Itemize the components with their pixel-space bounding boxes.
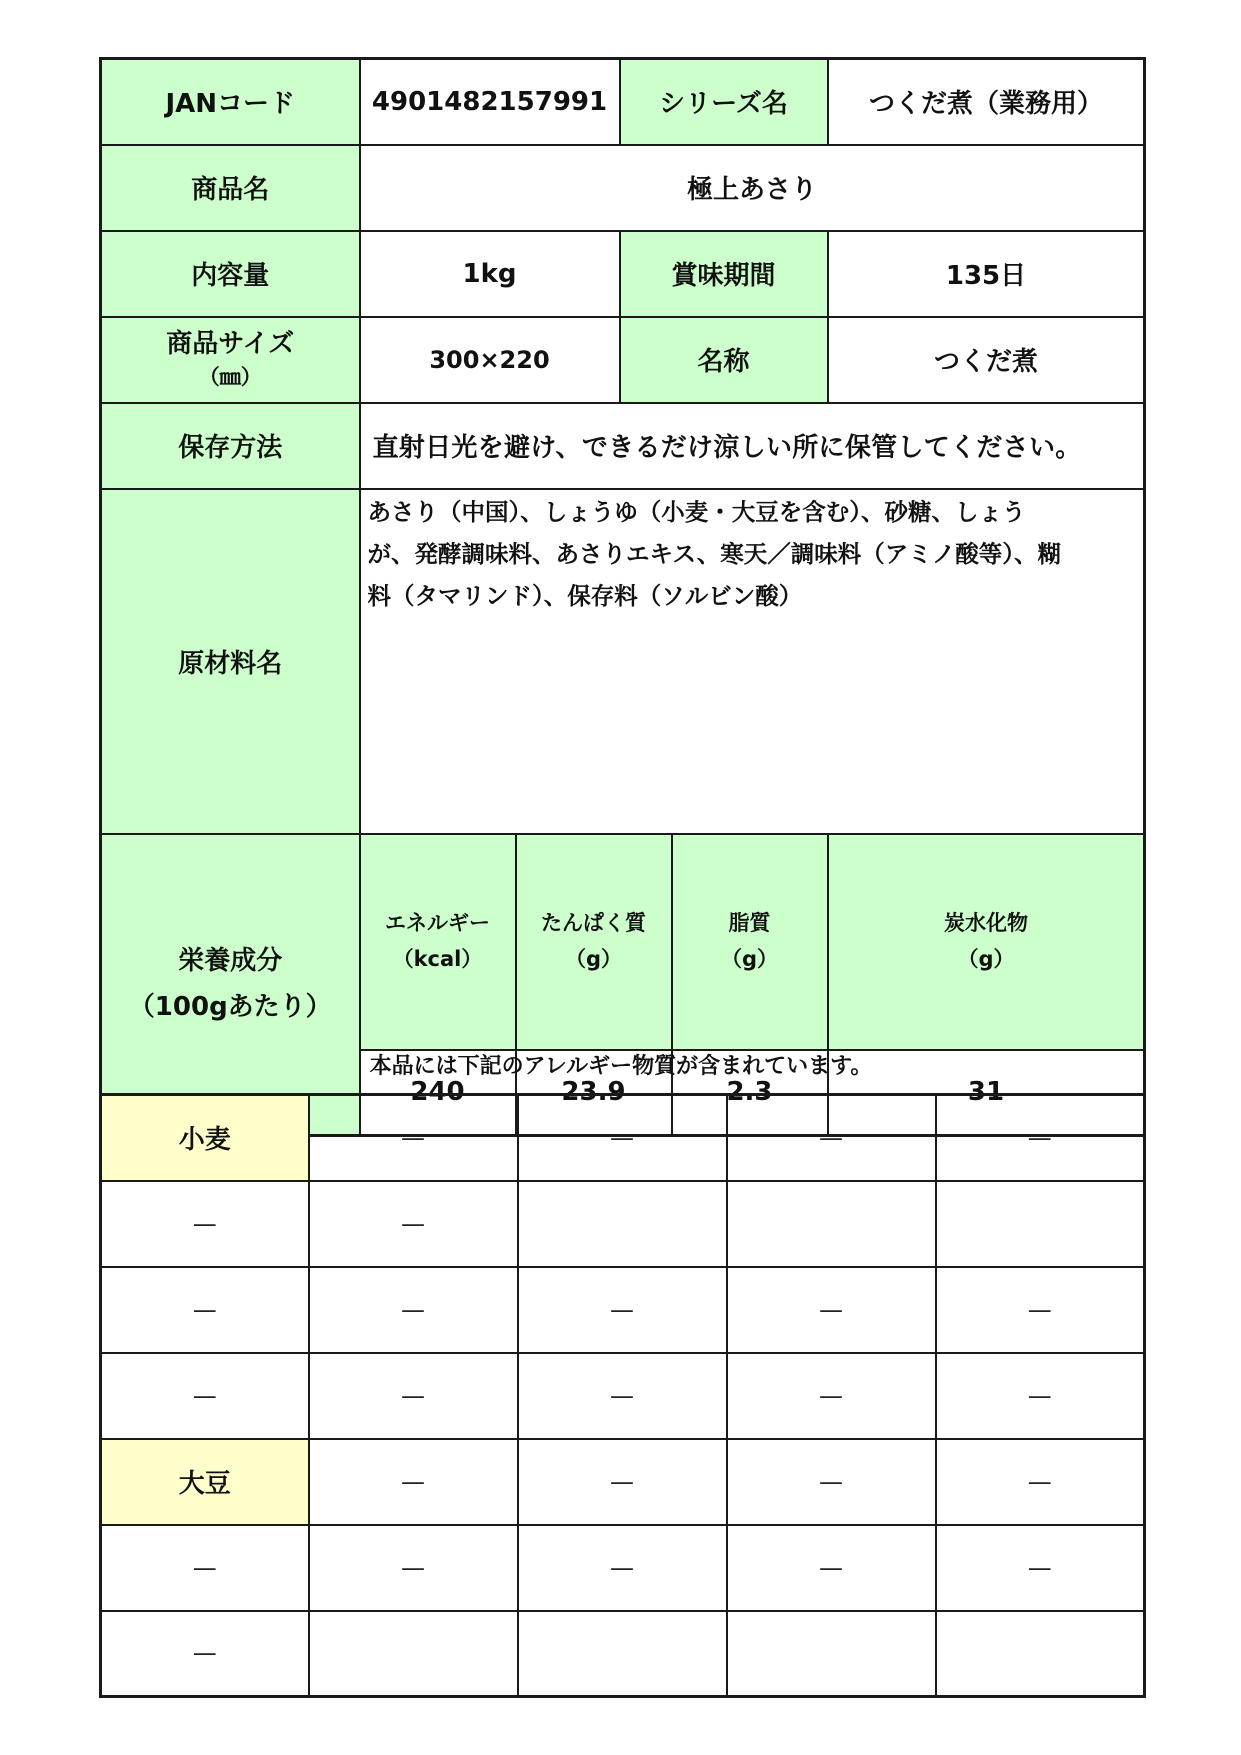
allergen-cell: — [936,1267,1145,1353]
content-value: 1kg [360,231,620,317]
allergen-caption: 本品には下記のアレルギー物質が含まれています。 [369,1054,873,1079]
allergen-cell: — [309,1353,518,1439]
allergen-cell: — [309,1439,518,1525]
allergen-cell [936,1611,1145,1697]
allergen-cell: — [936,1095,1145,1181]
series-value: つくだ煮（業務用） [828,59,1145,145]
allergen-cell: — [518,1439,727,1525]
allergen-cell [309,1611,518,1697]
allergen-cell: — [727,1525,936,1611]
allergen-row [101,1353,1145,1439]
allergen-cell: — [727,1439,936,1525]
nutrient-name: 脂質 [728,910,771,935]
allergen-row [101,1267,1145,1353]
allergen-cell: — [936,1439,1145,1525]
storage-value: 直射日光を避け、できるだけ涼しい所に保管してください。 [360,403,1145,489]
product-size-value: 300×220 [360,317,620,403]
allergen-cell: — [727,1095,936,1181]
nutrient-header [360,834,516,1050]
allergen-cell: — [101,1181,309,1267]
generic-name-value: つくだ煮 [828,317,1145,403]
allergen-cell [518,1181,727,1267]
allergen-cell [518,1611,727,1697]
allergen-cell: — [309,1267,518,1353]
nutrition-label [101,834,360,1136]
nutrient-name: 炭水化物 [944,910,1029,935]
allergen-cell [727,1181,936,1267]
allergen-cell: — [101,1525,309,1611]
product-size-label-main: 商品サイズ [166,329,295,360]
allergen-row [101,1611,1145,1697]
product-spec-table [99,57,1146,1137]
allergen-cell: — [727,1267,936,1353]
nutrient-unit: （g） [564,946,623,971]
allergen-cell: — [518,1525,727,1611]
allergen-cell: — [727,1353,936,1439]
nutrient-name: エネルギー [385,910,490,935]
content-label: 内容量 [101,231,360,317]
allergen-cell: — [518,1267,727,1353]
nutrient-unit: （kcal） [392,946,483,971]
shelf-life-label: 賞味期間 [620,231,828,317]
allergen-cell: — [309,1525,518,1611]
jan-code-label: JANコード [101,59,360,145]
allergen-cell: — [101,1611,309,1697]
ingredients-line: が、発酵調味料、あさりエキス、寒天／調味料（アミノ酸等）、糊 [367,539,1061,568]
nutrient-header [828,834,1145,1050]
nutrient-header [516,834,672,1050]
allergen-cell: — [936,1353,1145,1439]
ingredients-value [360,489,1145,834]
allergen-cell: — [309,1181,518,1267]
nutrition-label-per: （100gあたり） [128,992,332,1023]
nutrient-value: 240 [360,1050,516,1136]
nutrient-value: 31 [828,1050,1145,1136]
ingredients-line: 料（タマリンド）、保存料（ソルビン酸） [367,581,803,610]
nutrition-label-main: 栄養成分 [178,946,283,977]
allergen-cell: — [518,1095,727,1181]
storage-label: 保存方法 [101,403,360,489]
allergen-cell: — [101,1267,309,1353]
ingredients-line: あさり（中国）、しょうゆ（小麦・大豆を含む）、砂糖、しょう [367,497,1026,526]
generic-name-label: 名称 [620,317,828,403]
nutrient-name: たんぱく質 [541,910,646,935]
allergen-cell [936,1181,1145,1267]
allergen-row [101,1095,1145,1181]
shelf-life-value: 135日 [828,231,1145,317]
product-size-label-unit: （㎜） [198,365,262,390]
allergen-row [101,1181,1145,1267]
allergen-table [99,1093,1146,1698]
ingredients-label: 原材料名 [101,489,360,834]
nutrient-unit: （g） [720,946,779,971]
allergen-row [101,1439,1145,1525]
allergen-cell [727,1611,936,1697]
product-name-value: 極上あさり [360,145,1145,231]
allergen-row [101,1525,1145,1611]
nutrient-unit: （g） [957,946,1015,971]
series-label: シリーズ名 [620,59,828,145]
allergen-cell: 大豆 [101,1439,309,1525]
allergen-cell: — [936,1525,1145,1611]
nutrient-value: 23.9 [516,1050,672,1136]
jan-code-value: 4901482157991 [360,59,620,145]
allergen-cell: 小麦 [101,1095,309,1181]
product-name-label: 商品名 [101,145,360,231]
allergen-cell: — [309,1095,518,1181]
product-size-label [101,317,360,403]
nutrient-value: 2.3 [672,1050,828,1136]
allergen-cell: — [101,1353,309,1439]
allergen-cell: — [518,1353,727,1439]
nutrient-header [672,834,828,1050]
